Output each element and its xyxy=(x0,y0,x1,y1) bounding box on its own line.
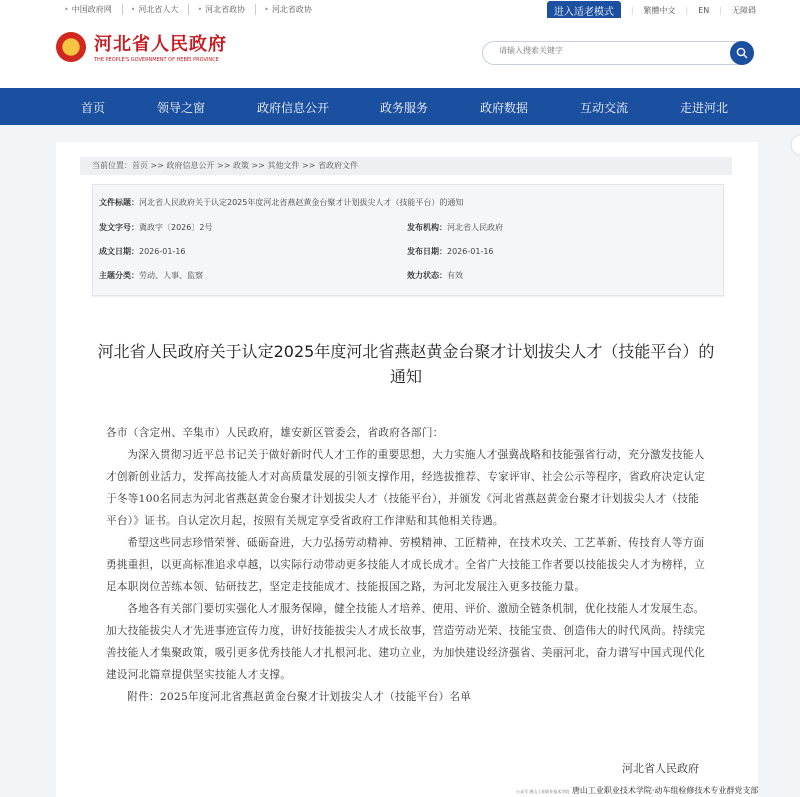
meta-created-row xyxy=(99,246,186,257)
article-salutation: 各市（含定州、辛集市）人民政府，雄安新区管委会，省政府各部门： xyxy=(106,427,444,439)
nav-gov-data[interactable]: 政府数据 xyxy=(480,101,529,115)
site-logo[interactable] xyxy=(56,30,227,63)
main-nav xyxy=(0,88,800,125)
meta-title-row xyxy=(99,197,463,208)
top-link-cppcc-2[interactable]: • 河北省政协 xyxy=(256,4,322,15)
nav-about-hebei[interactable]: 走进河北 xyxy=(680,101,729,115)
logo-title: 河北省人民政府 xyxy=(94,34,227,55)
meta-created-value: 2026-01-16 xyxy=(139,247,186,256)
article-paragraph: 各地各有关部门要切实强化人才服务保障，健全技能人才培养、使用、评价、激励全链条机制，优化技能人才发展生态。加大技能拔尖人才先进事迹宣传力度，讲好技能拔尖人才成长故事，营造劳动光荣、技能宝贵、创造伟大的时代风尚。持续完善技能人才集聚政策，吸引更多优秀技能人才扎根河北、建功立业，为加快建设经济强省、美丽河北，奋力谱写中国式现代化建设河北篇章提供坚实技能人才支撑。 xyxy=(106,603,706,681)
article-paragraph: 为深入贯彻习近平总书记关于做好新时代人才工作的重要思想，大力实施人才强冀战略和技能强省行动，充分激发技能人才创新创业活力，发挥高技能人才对高质量发展的引领支撑作用，经选拔推荐、专家评审、社会公示等程序，省政府决定认定于冬等100名同志为河北省燕赵黄金台聚才计划拔尖人才（技能平台），并颁发《河北省燕赵黄金台聚才计划拔尖人才（技能平台）》证书。自认定次月起，按照有关规定享受省政府工作津贴和其他相关待遇。 xyxy=(106,449,706,527)
divider: | xyxy=(719,6,722,15)
meta-published-value: 2026-01-16 xyxy=(447,247,494,256)
watermark-caption xyxy=(516,785,758,796)
meta-status-label: 效力状态： xyxy=(407,271,447,280)
logo-subtitle: THE PEOPLE'S GOVERNMENT OF HEBEI PROVINCE xyxy=(94,57,219,63)
accessibility-link[interactable]: 无障碍 xyxy=(732,6,756,15)
top-link-npc[interactable]: • 河北省人大 xyxy=(123,4,190,15)
meta-topic-label: 主题分类： xyxy=(99,271,139,280)
nav-gov-services[interactable]: 政务服务 xyxy=(380,101,429,115)
english-link[interactable]: EN xyxy=(698,6,710,15)
meta-issuer-value: 河北省人民政府 xyxy=(447,223,503,232)
search-icon xyxy=(736,47,748,59)
meta-published-label: 发布日期： xyxy=(407,247,447,256)
top-utility-bar xyxy=(0,0,800,18)
meta-title-label: 文件标题： xyxy=(99,198,139,207)
meta-topic-value: 劳动、人事、监察 xyxy=(139,271,203,280)
breadcrumb: 当前位置：首页 >> 政府信息公开 >> 政策 >> 其他文件 >> 省政府文件 xyxy=(80,157,732,175)
traditional-chinese-link[interactable]: 繁體中文 xyxy=(643,6,676,15)
nav-home[interactable]: 首页 xyxy=(81,101,106,115)
side-float-button[interactable] xyxy=(792,136,800,154)
meta-status-value: 有效 xyxy=(447,271,463,280)
meta-docno-row xyxy=(99,222,212,233)
meta-issuer-row xyxy=(407,222,503,233)
meta-docno-label: 发文字号： xyxy=(99,223,139,232)
meta-topic-row xyxy=(99,270,203,281)
search-input[interactable] xyxy=(497,45,721,56)
meta-title-value: 河北省人民政府关于认定2025年度河北省燕赵黄金台聚才计划拔尖人才（技能平台）的通知 xyxy=(139,198,464,207)
top-link-gov[interactable]: • 中国政府网 xyxy=(56,4,123,15)
meta-status-row xyxy=(407,270,463,281)
search-box xyxy=(482,41,754,65)
document-meta-panel xyxy=(92,184,724,296)
search-button[interactable] xyxy=(730,41,754,65)
top-link-cppcc[interactable]: • 河北省政协 xyxy=(189,4,256,15)
article-title: 河北省人民政府关于认定2025年度河北省燕赵黄金台聚才计划拔尖人才（技能平台）的通知 xyxy=(97,342,715,386)
logo-text xyxy=(94,30,227,63)
top-links xyxy=(56,4,322,15)
nav-interaction[interactable]: 互动交流 xyxy=(580,101,629,115)
nav-leaders[interactable]: 领导之窗 xyxy=(157,101,206,115)
watermark-text: 唐山工业职业技术学院·动车组检修技术专业群党支部 xyxy=(571,786,759,795)
national-emblem-icon xyxy=(56,32,86,62)
article-container xyxy=(56,142,758,797)
article-signature: 河北省人民政府 xyxy=(622,762,699,775)
article-body xyxy=(106,422,710,708)
site-header xyxy=(0,18,800,88)
meta-docno-value: 冀政字〔2026〕2号 xyxy=(139,223,213,232)
watermark-small: 公众号 唐山工业职业技术学院 xyxy=(516,789,570,794)
meta-published-row xyxy=(407,246,494,257)
elder-mode-button[interactable]: 进入适老模式 xyxy=(547,1,621,20)
divider: | xyxy=(685,6,689,15)
nav-info-disclosure[interactable]: 政府信息公开 xyxy=(257,101,330,115)
meta-created-label: 成文日期： xyxy=(99,247,139,256)
article-paragraph: 希望这些同志珍惜荣誉、砥砺奋进，大力弘扬劳动精神、劳模精神、工匠精神，在技术攻关、工艺革新、传技育人等方面勇挑重担，以更高标准追求卓越，以实际行动带动更多技能人才成长成才。全省广大技能工作者要以技能拔尖人才为榜样，立足本职岗位苦练本领、钻研技艺，坚定走技能成才、技能报国之路，为河北发展注入更多技能力量。 xyxy=(106,537,706,593)
divider: | xyxy=(630,6,634,15)
article-attachment[interactable]: 附件：2025年度河北省燕赵黄金台聚才计划拔尖人才（技能平台）名单 xyxy=(127,691,472,703)
meta-issuer-label: 发布机构： xyxy=(407,223,447,232)
